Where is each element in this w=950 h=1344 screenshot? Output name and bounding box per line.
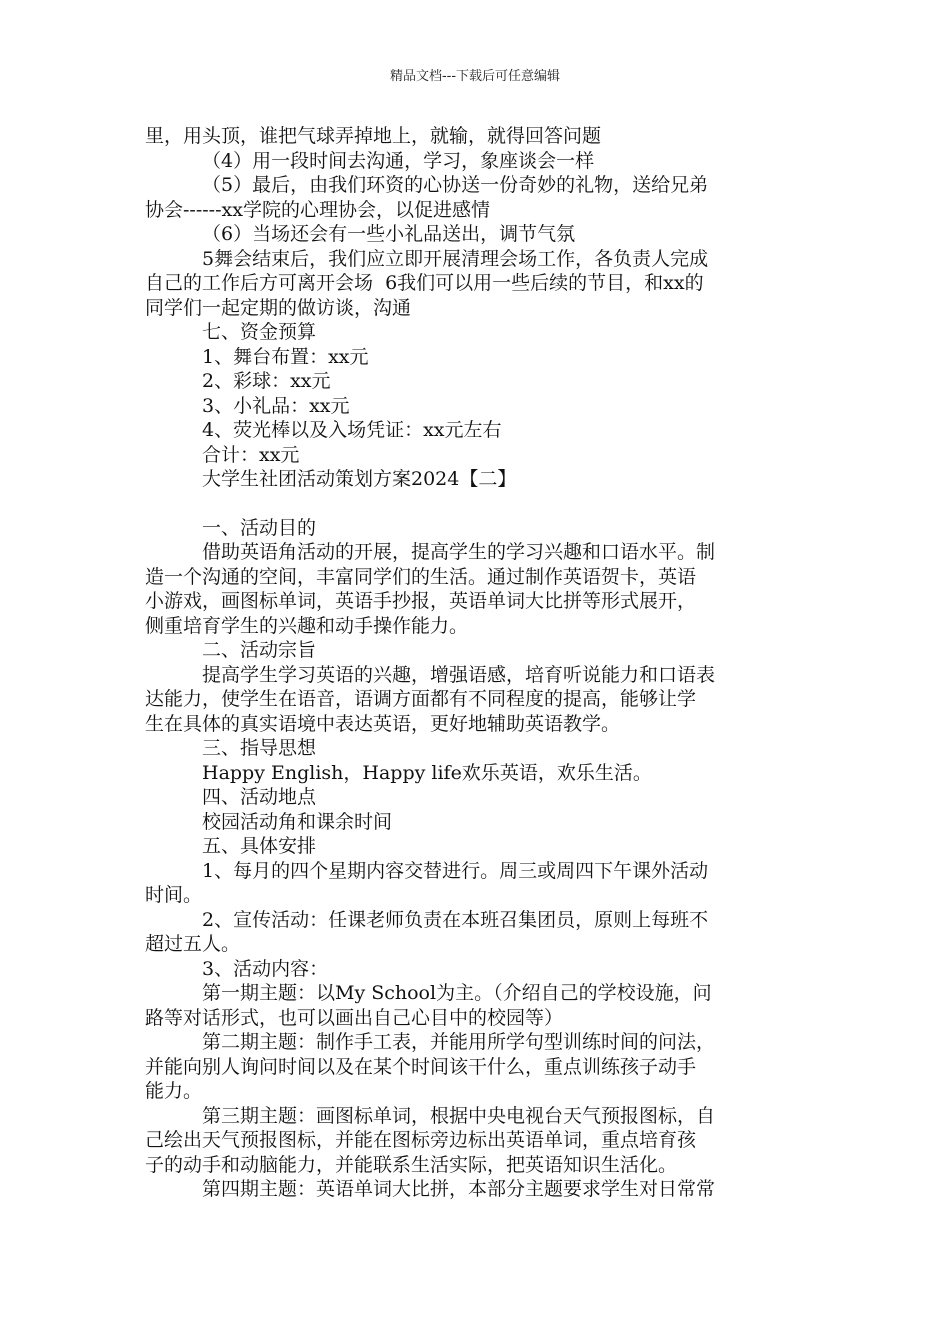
text-line: 第二期主题：制作手工表，并能用所学句型训练时间的问法， — [202, 1031, 716, 1053]
text-line: 自己的工作后方可离开会场 6我们可以用一些后续的节目，和xx的 — [145, 272, 704, 294]
text-line: （4）用一段时间去沟通，学习，象座谈会一样 — [202, 149, 595, 172]
page-header: 精品文档---下载后可任意编辑 — [389, 69, 561, 84]
text-line: 第三期主题：画图标单词，根据中央电视台天气预报图标，自 — [202, 1104, 716, 1127]
text-line: 达能力，使学生在语音，语调方面都有不同程度的提高，能够让学 — [145, 688, 697, 710]
text-line: 侧重培育学生的兴趣和动手操作能力。 — [145, 614, 469, 637]
list-item: 2、彩球：xx元 — [202, 370, 331, 392]
section-heading: 二、活动宗旨 — [202, 639, 317, 661]
list-item: 合计：xx元 — [202, 443, 300, 466]
text-line: 超过五人。 — [145, 933, 241, 955]
section-heading: 四、活动地点 — [202, 786, 317, 808]
text-line: （6）当场还会有一些小礼品送出，调节气氛 — [202, 223, 576, 245]
text-line: 第四期主题：英语单词大比拼，本部分主题要求学生对日常常 — [202, 1178, 716, 1200]
text-line: 2、宣传活动：任课老师负责在本班召集团员，原则上每班不 — [202, 908, 709, 931]
text-line: 协会------xx学院的心理协会，以促进感情 — [145, 198, 490, 221]
section-heading: 五、具体安排 — [202, 835, 317, 857]
text-line: 生在具体的真实语境中表达英语，更好地辅助英语教学。 — [145, 712, 621, 735]
text-line: 借助英语角活动的开展，提高学生的学习兴趣和口语水平。制 — [202, 541, 716, 563]
text-line: 1、每月的四个星期内容交替进行。周三或周四下午课外活动 — [202, 859, 709, 882]
document-body — [145, 124, 809, 1202]
text-line: 造一个沟通的空间，丰富同学们的生活。通过制作英语贺卡，英语 — [145, 565, 697, 588]
list-item: 1、舞台布置：xx元 — [202, 345, 369, 368]
text-line: 同学们一起定期的做访谈，沟通 — [145, 296, 412, 319]
list-item: 4、荧光棒以及入场凭证：xx元左右 — [202, 419, 502, 441]
text-line: 小游戏，画图标单词，英语手抄报，英语单词大比拼等形式展开， — [145, 590, 697, 612]
text-line: 并能向别人询问时间以及在某个时间该干什么，重点训练孩子动手 — [145, 1055, 697, 1078]
text-line: 3、活动内容： — [202, 957, 329, 980]
text-line: 能力。 — [145, 1080, 203, 1102]
list-item: 3、小礼品：xx元 — [202, 394, 350, 417]
text-line: 校园活动角和课余时间 — [202, 810, 393, 833]
text-line: 己绘出天气预报图标，并能在图标旁边标出英语单词，重点培育孩 — [145, 1129, 697, 1151]
text-line: 子的动手和动脑能力，并能联系生活实际，把英语知识生活化。 — [145, 1153, 678, 1176]
text-line: Happy English，Happy life欢乐英语，欢乐生活。 — [202, 761, 652, 784]
section-heading: 一、活动目的 — [202, 516, 317, 539]
text-line: 里，用头顶，谁把气球弄掉地上，就输，就得回答问题 — [145, 125, 602, 147]
document-subtitle: 大学生社团活动策划方案2024【二】 — [202, 468, 517, 490]
text-line: 第一期主题：以My School为主。（介绍自己的学校设施，问 — [202, 982, 712, 1004]
section-heading: 三、指导思想 — [202, 737, 317, 759]
text-line: 提高学生学习英语的兴趣，增强语感，培育听说能力和口语表 — [202, 663, 716, 686]
text-line: 5舞会结束后，我们应立即开展清理会场工作，各负责人完成 — [202, 247, 709, 270]
text-line: 时间。 — [145, 884, 203, 906]
section-heading: 七、资金预算 — [202, 321, 317, 343]
text-line: 路等对话形式，也可以画出自己心目中的校园等） — [145, 1006, 564, 1029]
text-line: （5）最后，由我们环资的心协送一份奇妙的礼物，送给兄弟 — [202, 174, 709, 196]
blank-line — [145, 492, 809, 516]
